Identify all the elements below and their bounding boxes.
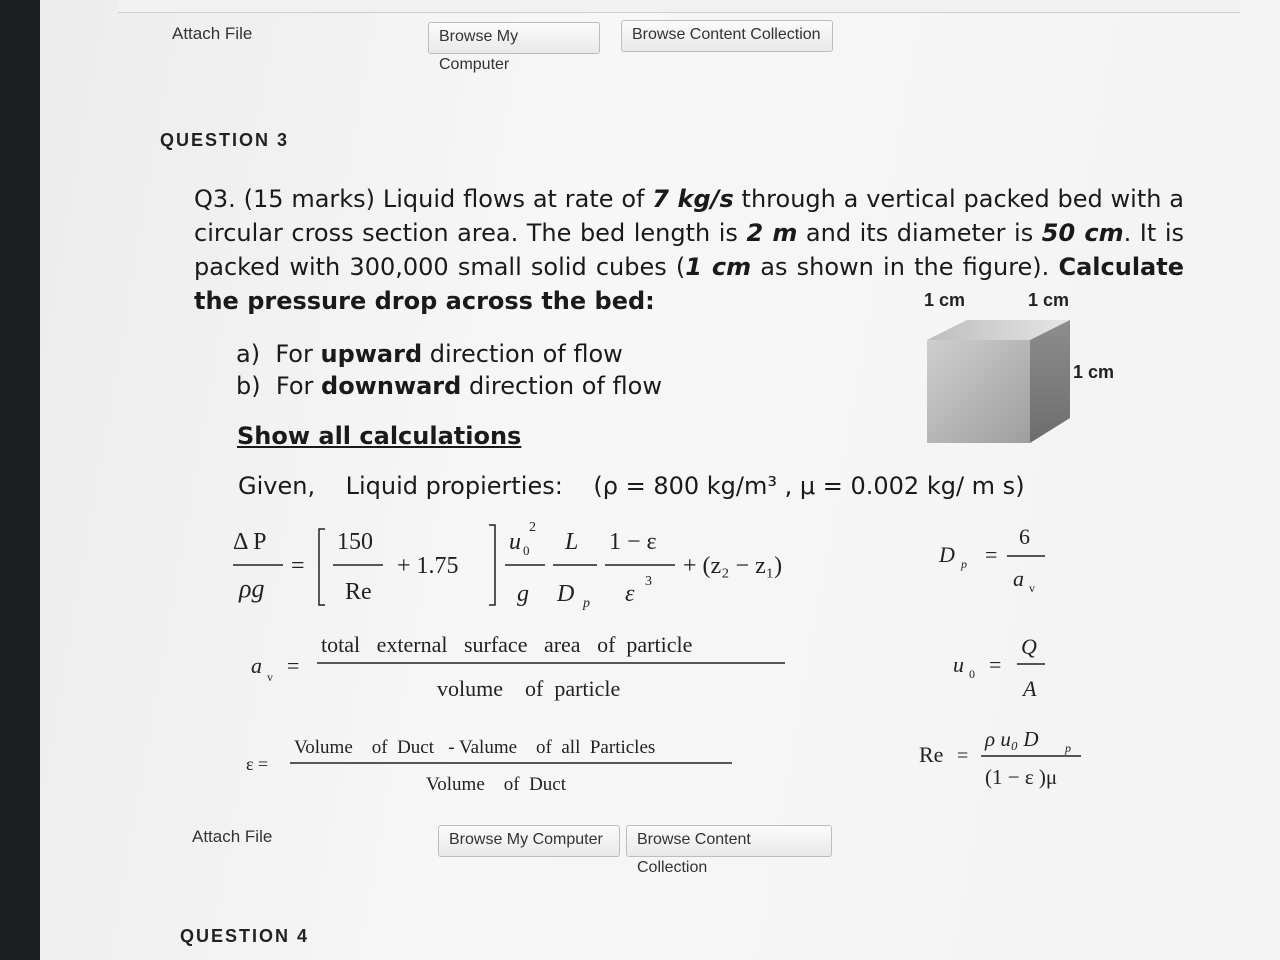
av-formula: [245, 625, 805, 710]
svg-text:p: p: [1065, 741, 1071, 755]
reynolds-formula: [915, 722, 1095, 802]
ergun-cubed: 3: [645, 574, 652, 589]
ergun-u0: u: [509, 529, 521, 555]
svg-text:a: a: [251, 653, 262, 678]
list-item-downward: b) For downward direction of flow: [236, 372, 662, 400]
dp-formula: [935, 520, 1055, 600]
ergun-Dp-sub: p: [583, 596, 590, 611]
svg-text:ε =: ε =: [246, 754, 269, 774]
browse-content-collection-button-bottom[interactable]: Browse Content Collection: [626, 825, 832, 857]
question-3-heading: QUESTION 3: [160, 130, 290, 150]
svg-text:Volume of Duct: Volume of Duct: [426, 774, 567, 795]
svg-text:v: v: [267, 670, 273, 684]
attach-file-label-bottom: Attach File: [192, 827, 273, 846]
ergun-Dp: D: [557, 581, 575, 607]
svg-text:(1 − ε )μ: (1 − ε )μ: [985, 765, 1058, 789]
svg-text:u: u: [953, 652, 964, 677]
question-3-text: Q3. (15 marks) Liquid flows at rate of 7 kg/s through a vertical packed bed with a circular cross section area. The bed length is 2 m and its diameter is 50 cm. It is packed with 300,000 small solid cubes (1 cm as shown in the figure). Calculate the pressure drop across the bed:: [194, 185, 1185, 315]
svg-text:0: 0: [969, 667, 975, 681]
ergun-equation: [225, 515, 865, 615]
ergun-150: 150: [337, 529, 373, 555]
svg-text:6: 6: [1019, 524, 1030, 549]
svg-text:=: =: [287, 653, 300, 678]
ergun-g: g: [517, 581, 529, 607]
svg-text:=: =: [957, 745, 969, 767]
svg-text:D: D: [939, 542, 955, 567]
svg-text:Re: Re: [919, 742, 944, 767]
given-properties: Given, Liquid propierties: (ρ = 800 kg/m³ , μ = 0.002 kg/ m s): [238, 472, 1025, 500]
ergun-lhs-numerator: Δ P: [233, 529, 267, 555]
attach-file-label-top: Attach File: [172, 24, 253, 43]
cube-label-top-right: 1 cm: [1028, 290, 1070, 310]
cube-label-top-left: 1 cm: [924, 290, 966, 310]
svg-text:Q: Q: [1021, 634, 1037, 659]
cube-figure: [925, 318, 1075, 448]
svg-text:total external surface a: total external surface area of particle: [321, 632, 693, 657]
ergun-z-term: + (z₂ − z₁): [683, 553, 783, 579]
svg-text:a: a: [1013, 566, 1024, 591]
browse-content-collection-button-top[interactable]: Browse Content Collection: [621, 20, 833, 52]
top-panel-edge: [118, 0, 1240, 13]
browse-my-computer-button-top[interactable]: Browse My Computer: [428, 22, 600, 54]
ergun-L: L: [565, 529, 579, 555]
ergun-one-minus-eps: 1 − ε: [609, 529, 657, 555]
svg-text:ρ u₀ D: ρ u₀ D: [985, 727, 1039, 751]
ergun-lhs-denominator: ρg: [239, 574, 265, 603]
voidage-formula: [240, 730, 740, 800]
ergun-re: Re: [345, 579, 372, 605]
ergun-squared: 2: [529, 520, 536, 535]
svg-text:=: =: [989, 652, 1002, 677]
question-4-heading: QUESTION 4: [180, 926, 310, 946]
svg-text:volume of particle: volume of particle: [437, 676, 621, 701]
svg-text:A: A: [1023, 676, 1037, 701]
ergun-eps: ε: [625, 581, 635, 607]
svg-text:v: v: [1029, 581, 1035, 595]
svg-text:p: p: [961, 557, 967, 571]
ergun-plus-175: + 1.75: [397, 553, 459, 579]
browse-my-computer-button-bottom[interactable]: Browse My Computer: [438, 825, 620, 857]
svg-text:Volume of Duct - Valume: Volume of Duct - Valume of all Particles: [294, 737, 656, 758]
u0-formula: [945, 630, 1055, 710]
cube-label-side: 1 cm: [1073, 362, 1115, 382]
show-all-calculations-text: Show all calculations: [237, 422, 522, 450]
list-item-upward: a) For upward direction of flow: [236, 340, 623, 368]
svg-text:=: =: [985, 542, 998, 567]
ergun-u0-sub: 0: [523, 543, 530, 558]
ergun-equals: =: [291, 553, 305, 579]
